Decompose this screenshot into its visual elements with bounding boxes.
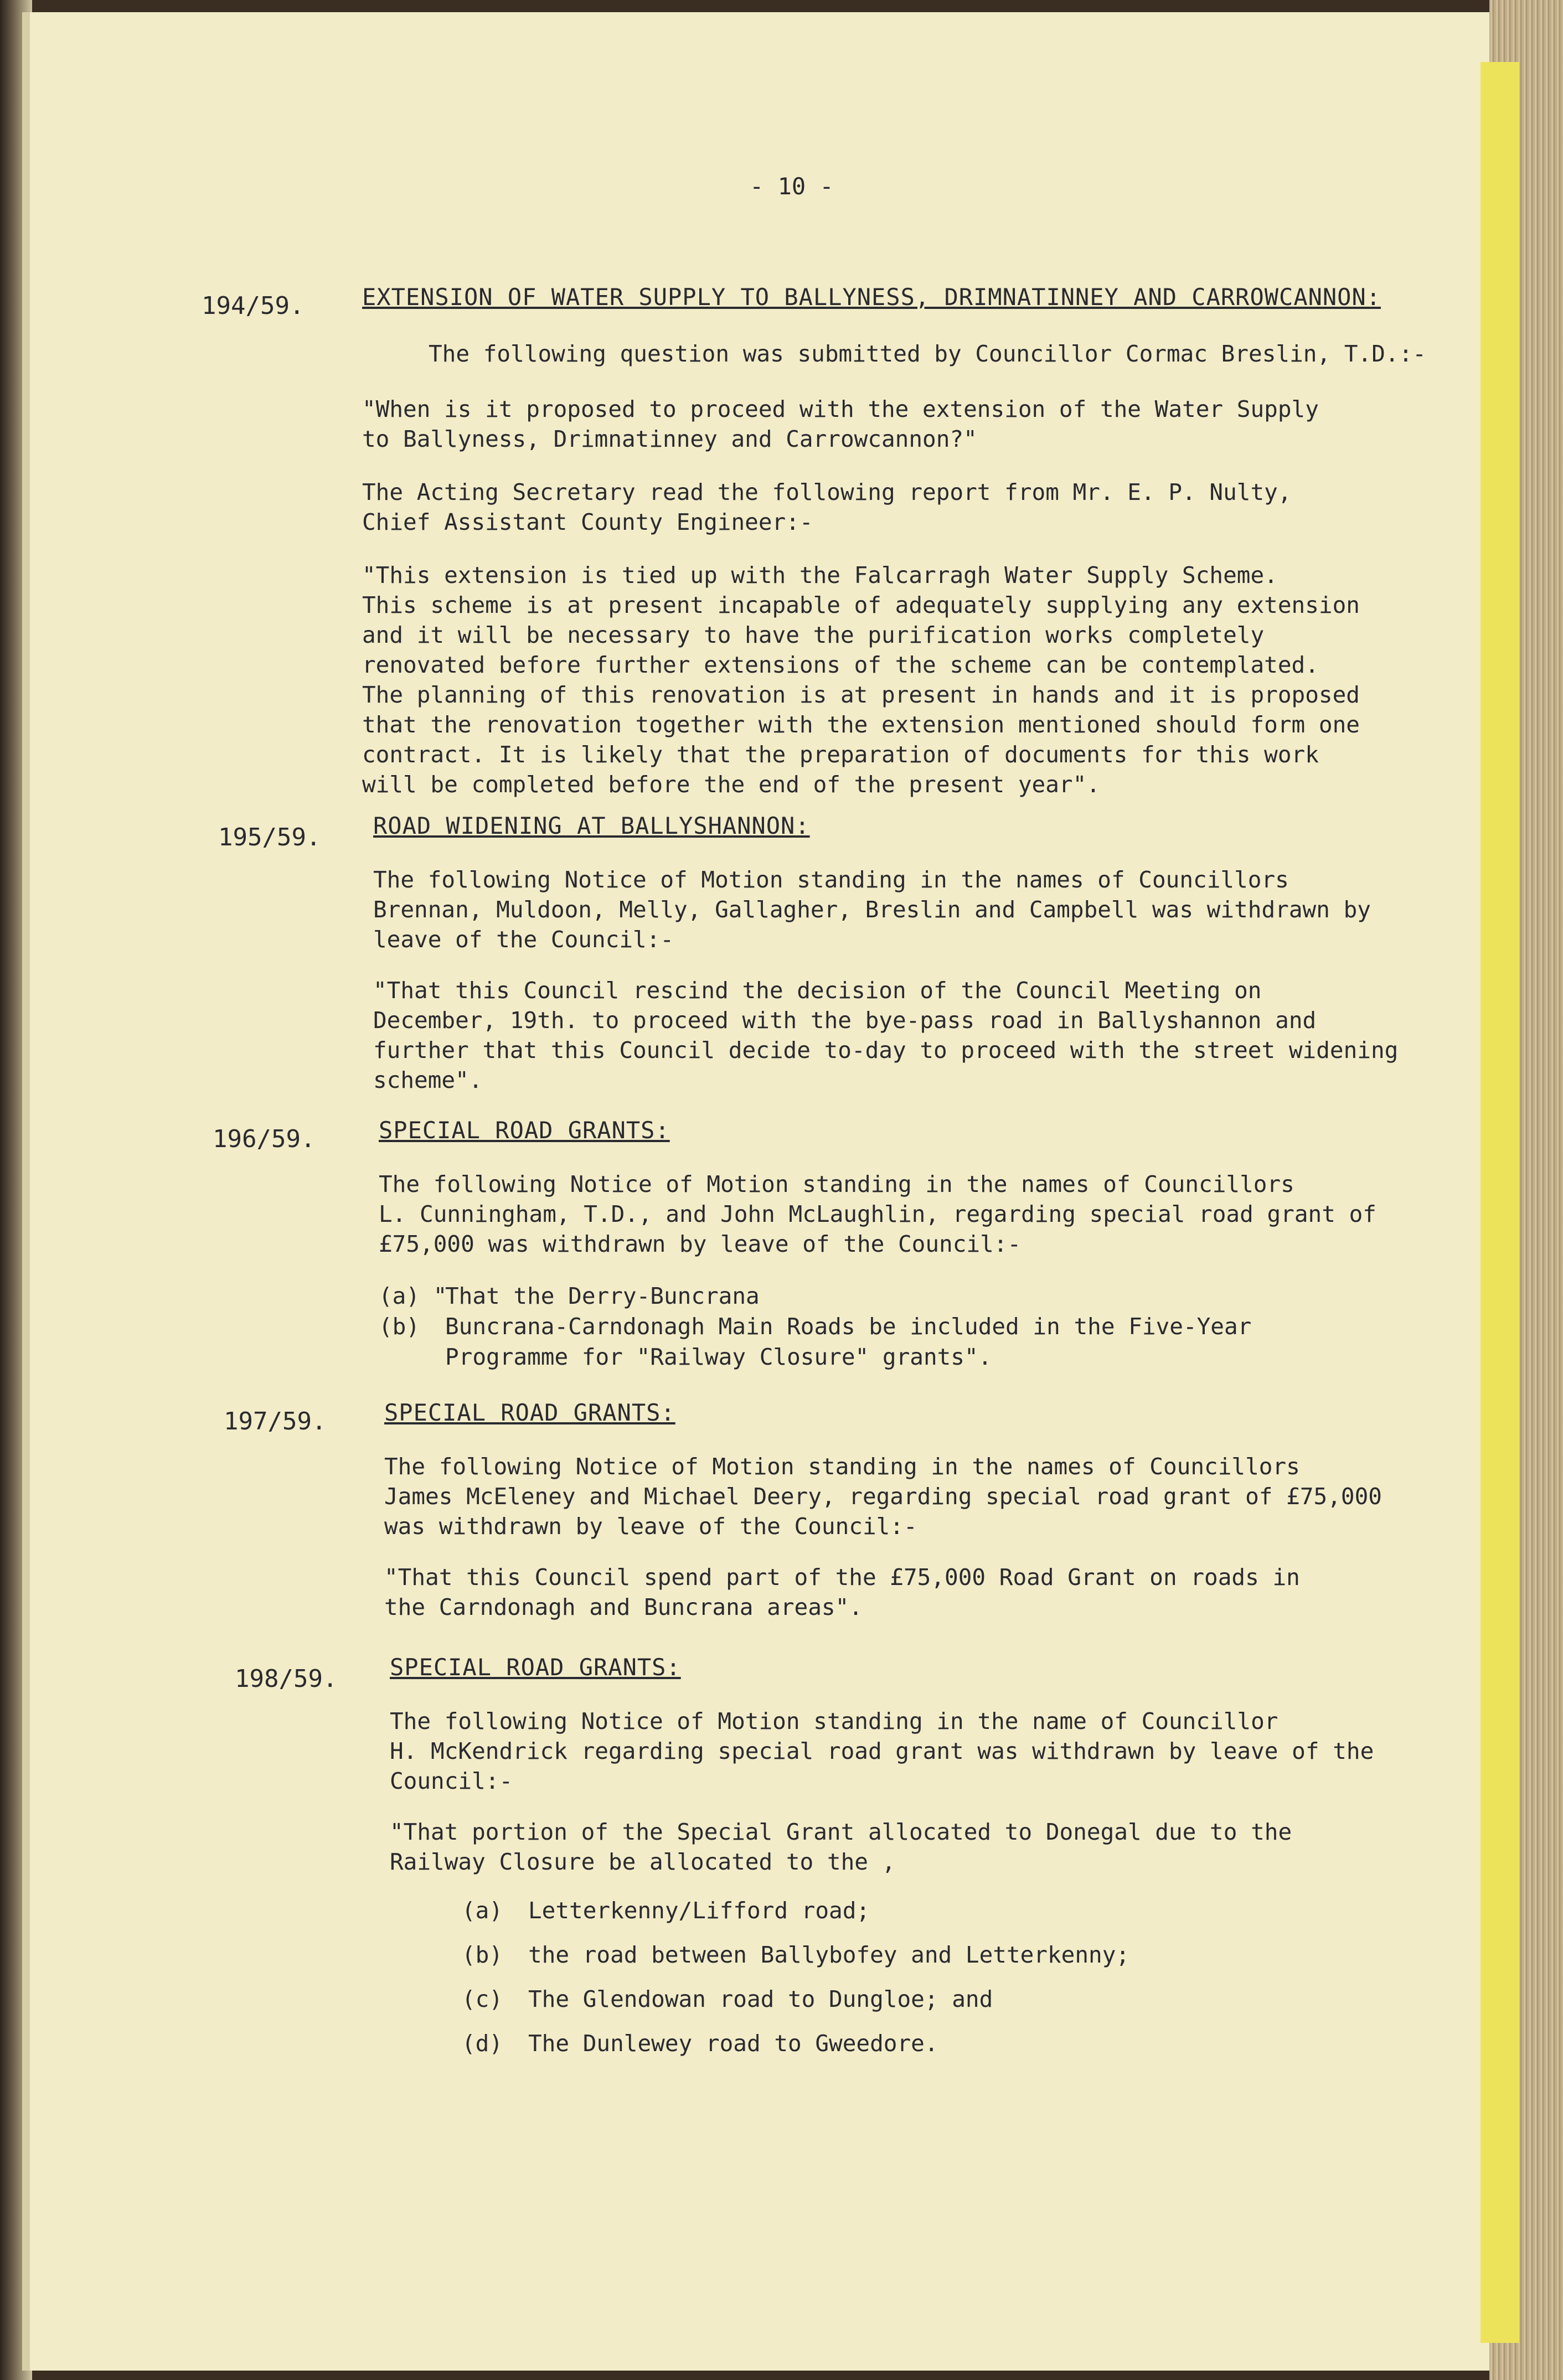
minute-text-194-2: "When is it proposed to proceed with the extension of the Water Supply to Ballyness, Drimnatinney and Carrowcannon?"	[362, 396, 1319, 452]
minute-number-196: 196/59.	[213, 1125, 316, 1153]
list-item-text: The Glendowan road to Dungloe; and	[528, 1986, 993, 2012]
minute-heading-197: SPECIAL ROAD GRANTS:	[384, 1399, 675, 1426]
list-item-196-b	[379, 1313, 1251, 1340]
list-item-label: (a)	[462, 1897, 503, 1924]
minute-text-198-2: "That portion of the Special Grant allocated to Donegal due to the Railway Closure be allocated to the ,	[390, 1819, 1292, 1875]
list-item-196-a	[379, 1283, 760, 1309]
minute-heading-195: ROAD WIDENING AT BALLYSHANNON:	[373, 812, 810, 839]
minute-heading-198: SPECIAL ROAD GRANTS:	[390, 1654, 681, 1681]
minute-text-194-1: The following question was submitted by Councillor Cormac Breslin, T.D.:-	[429, 340, 1426, 367]
minute-text-194-4: "This extension is tied up with the Falcarragh Water Supply Scheme. This scheme is at present incapable of adequately supplying any extension and it will be necessary to have the purification works completely renovated before further extensions of the scheme can be contemplated. The planning of this renovation is at present in hands and it is proposed that the renovation together with the extension mentioned should form one contract. It is likely that the preparation of documents for this work will be completed before the end of the present year".	[362, 562, 1360, 798]
minute-heading-196: SPECIAL ROAD GRANTS:	[379, 1117, 670, 1144]
list-item-198-d	[462, 2030, 938, 2057]
minute-text-198-1: The following Notice of Motion standing in the name of Councillor H. McKendrick regarding special road grant was withdrawn by leave of the Council:-	[390, 1708, 1374, 1794]
list-item-label: (b)	[379, 1313, 420, 1340]
page-number: - 10 -	[750, 173, 834, 200]
minute-text-197-2: "That this Council spend part of the £75,000 Road Grant on roads in the Carndonagh and Buncrana areas".	[384, 1564, 1300, 1620]
list-item-text: Buncrana-Carndonagh Main Roads be included in the Five-Year	[445, 1313, 1252, 1340]
minute-number-194: 194/59.	[202, 292, 305, 320]
minute-number-197: 197/59.	[224, 1407, 327, 1436]
list-item-label: (a) "	[379, 1283, 447, 1309]
list-item-198-a	[462, 1897, 870, 1924]
list-item-text: the road between Ballybofey and Letterkenny;	[528, 1942, 1130, 1968]
minute-heading-194: EXTENSION OF WATER SUPPLY TO BALLYNESS, DRIMNATINNEY AND CARROWCANNON:	[362, 283, 1381, 311]
list-item-label: (b)	[462, 1942, 503, 1968]
yellow-page-edge	[1481, 62, 1519, 2343]
document-page	[22, 12, 1489, 2371]
minute-number-195: 195/59.	[218, 823, 321, 851]
list-item-text: The Dunlewey road to Gweedore.	[528, 2030, 938, 2057]
list-item-text: That the Derry-Buncrana	[445, 1283, 760, 1309]
minute-text-195-1: The following Notice of Motion standing in the names of Councillors Brennan, Muldoon, Melly, Gallagher, Breslin and Campbell was withdrawn by leave of the Council:-	[373, 866, 1371, 953]
list-item-196-c	[379, 1344, 992, 1370]
list-item-text: Programme for "Railway Closure" grants".	[445, 1344, 992, 1370]
list-item-198-c	[462, 1986, 993, 2012]
list-item-label: (d)	[462, 2030, 503, 2057]
minute-text-195-2: "That this Council rescind the decision of the Council Meeting on December, 19th. to proceed with the bye-pass road in Ballyshannon and further that this Council decide to-day to proceed with the street widening scheme".	[373, 977, 1399, 1093]
minute-text-196-1: The following Notice of Motion standing in the names of Councillors L. Cunningham, T.D., and John McLaughlin, regarding special road grant of £75,000 was withdrawn by leave of the Council:-	[379, 1171, 1376, 1257]
minute-text-197-1: The following Notice of Motion standing in the names of Councillors James McEleney and Michael Deery, regarding special road grant of £75,000 was withdrawn by leave of the Council:-	[384, 1453, 1382, 1540]
list-item-text: Letterkenny/Lifford road;	[528, 1897, 870, 1924]
list-item-label: (c)	[462, 1986, 503, 2012]
list-item-198-b	[462, 1942, 1129, 1968]
minute-text-194-3: The Acting Secretary read the following report from Mr. E. P. Nulty, Chief Assistant County Engineer:-	[362, 479, 1292, 535]
minute-number-198: 198/59.	[235, 1665, 338, 1693]
